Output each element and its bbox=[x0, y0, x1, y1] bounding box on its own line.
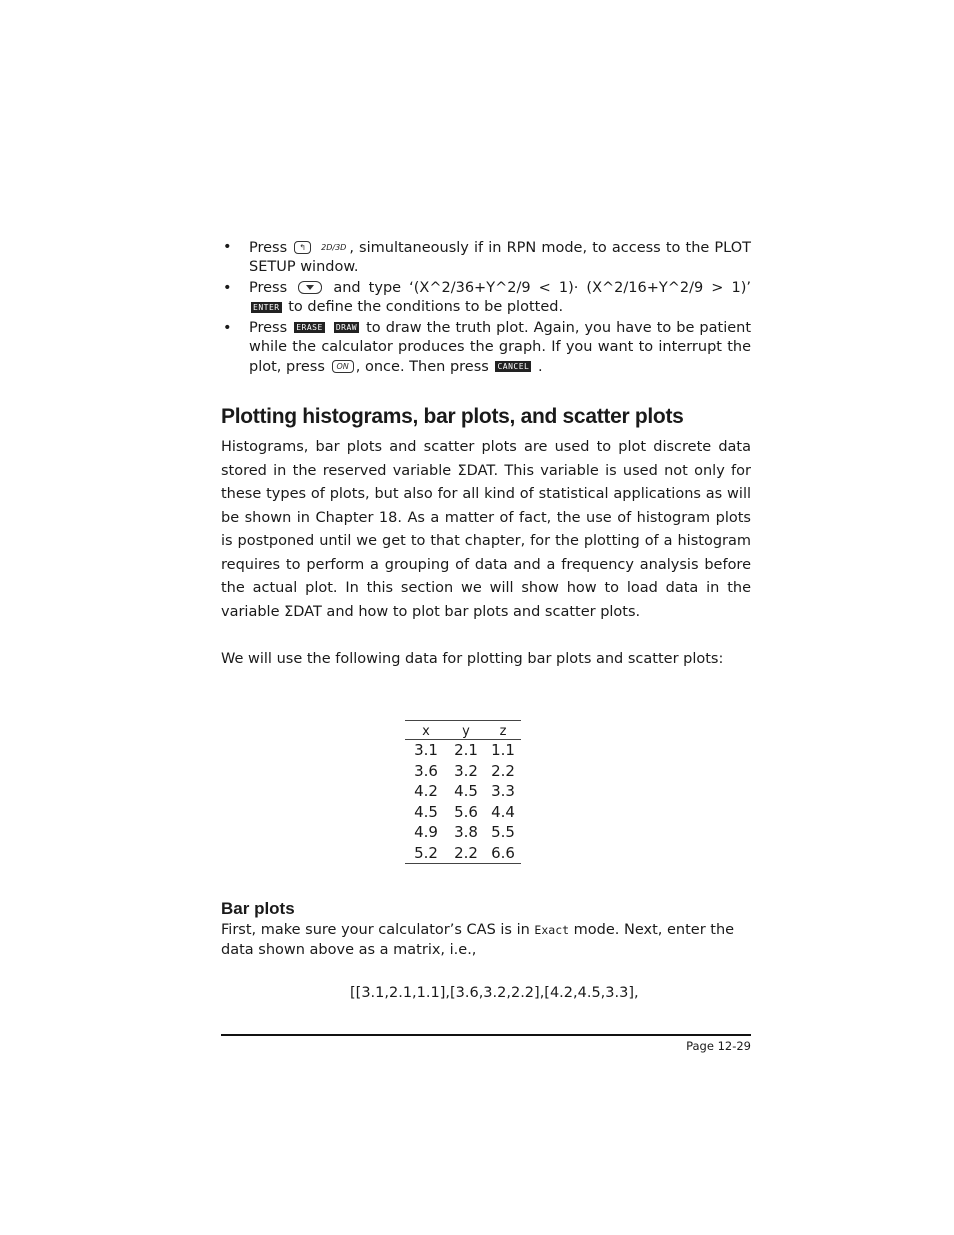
down-arrow-key-icon bbox=[298, 281, 322, 294]
table-cell: 4.5 bbox=[414, 802, 438, 821]
paragraph-text: First, make sure your calculator’s CAS is in bbox=[221, 922, 530, 938]
bullet-text: Press bbox=[249, 239, 288, 256]
table-cell: 3.6 bbox=[414, 761, 438, 780]
matrix-line: [[3.1,2.1,1.1],[3.6,3.2,2.2],[4.2,4.5,3.3], bbox=[350, 985, 639, 1001]
bullet-list bbox=[221, 238, 751, 377]
bullet-dot: • bbox=[223, 279, 232, 296]
table-cell: 5.2 bbox=[414, 843, 438, 862]
table-cell: 2.2 bbox=[491, 761, 515, 780]
table-row bbox=[405, 740, 521, 761]
cancel-softkey-icon: CANCEL bbox=[497, 362, 530, 372]
table-cell: 3.2 bbox=[454, 761, 478, 780]
table-row bbox=[405, 822, 521, 843]
data-table bbox=[405, 720, 521, 864]
body-paragraph-1: Histograms, bar plots and scatter plots are used to plot discrete data stored in the reserved variable ΣDAT. This variable is used not only for these types of plots, but also for all kind of statistical applications as will be shown in Chapter 18. As a matter of fact, the use of histogram plots is postponed until we get to that chapter, for the plotting of a histogram requires to perform a grouping of data and a frequency analysis before the actual plot. In this section we will show how to load data in the variable ΣDAT and how to plot bar plots and scatter plots. bbox=[221, 439, 751, 620]
table-row bbox=[405, 843, 521, 864]
paragraph-text: mode. Next, enter the data shown above as a matrix, i.e., bbox=[221, 922, 735, 958]
exact-mode-code: Exact bbox=[534, 923, 570, 937]
bullet-text: Press bbox=[249, 319, 288, 336]
table-cell: 1.1 bbox=[491, 741, 515, 760]
enter-softkey-icon: ENTER bbox=[253, 302, 280, 312]
body-paragraph-2: We will use the following data for plotting bar plots and scatter plots: bbox=[221, 651, 724, 667]
table-cell: 3.1 bbox=[414, 741, 438, 760]
bullet-dot: • bbox=[223, 319, 232, 336]
table-cell: 2.1 bbox=[454, 741, 478, 760]
bullet-list-container bbox=[221, 238, 751, 378]
table-cell: 6.6 bbox=[491, 843, 515, 862]
table-cell: 4.2 bbox=[414, 782, 438, 801]
bullet-dot: • bbox=[223, 239, 232, 255]
table-cell: 2.2 bbox=[454, 843, 478, 862]
bullet-text: to draw the truth plot. Again, you have to be patient while the calculator produces the graph. If you want to interrupt the plot, press bbox=[249, 319, 752, 375]
table-cell: 3.8 bbox=[454, 823, 478, 842]
bullet-text: , simultaneously if in RPN mode, to access to the PLOT SETUP window. bbox=[249, 239, 752, 276]
page-number: Page 12-29 bbox=[686, 1039, 751, 1053]
table-header-y: y bbox=[447, 721, 485, 740]
table-header-x: x bbox=[405, 721, 447, 740]
2d3d-key-label: 2D/3D bbox=[321, 243, 347, 252]
subsection-title: Bar plots bbox=[221, 899, 295, 918]
footer-rule bbox=[221, 1034, 751, 1036]
bullet-item-1 bbox=[221, 238, 751, 278]
table-row bbox=[405, 761, 521, 782]
table-row bbox=[405, 802, 521, 823]
table-cell: 4.4 bbox=[491, 802, 515, 821]
table-cell: 4.5 bbox=[454, 782, 478, 801]
draw-softkey-icon: DRAW bbox=[335, 323, 358, 333]
table-row bbox=[405, 781, 521, 802]
bullet-text: . bbox=[537, 358, 543, 375]
table-cell: 5.5 bbox=[491, 823, 515, 842]
bullet-item-3 bbox=[221, 319, 751, 378]
bullet-item-2 bbox=[221, 279, 751, 318]
on-key-icon: ON bbox=[332, 360, 354, 373]
left-shift-key-icon: ↰ bbox=[294, 241, 311, 254]
table-header-z: z bbox=[485, 721, 521, 740]
body-paragraph-3 bbox=[221, 920, 751, 960]
bullet-text: Press bbox=[249, 279, 288, 296]
table-cell: 4.9 bbox=[414, 823, 438, 842]
table-cell: 3.3 bbox=[491, 782, 515, 801]
bullet-text: to define the conditions to be plotted. bbox=[288, 299, 564, 316]
table-cell: 5.6 bbox=[454, 802, 478, 821]
bullet-text: , once. Then press bbox=[355, 358, 489, 375]
section-title: Plotting histograms, bar plots, and scatter plots bbox=[221, 405, 684, 428]
table-header-row bbox=[405, 721, 521, 740]
bullet-text: and type ‘(X^2/36+Y^2/9 < 1)· (X^2/16+Y^2/9 > 1)’ bbox=[333, 279, 751, 296]
erase-softkey-icon: ERASE bbox=[296, 323, 323, 333]
